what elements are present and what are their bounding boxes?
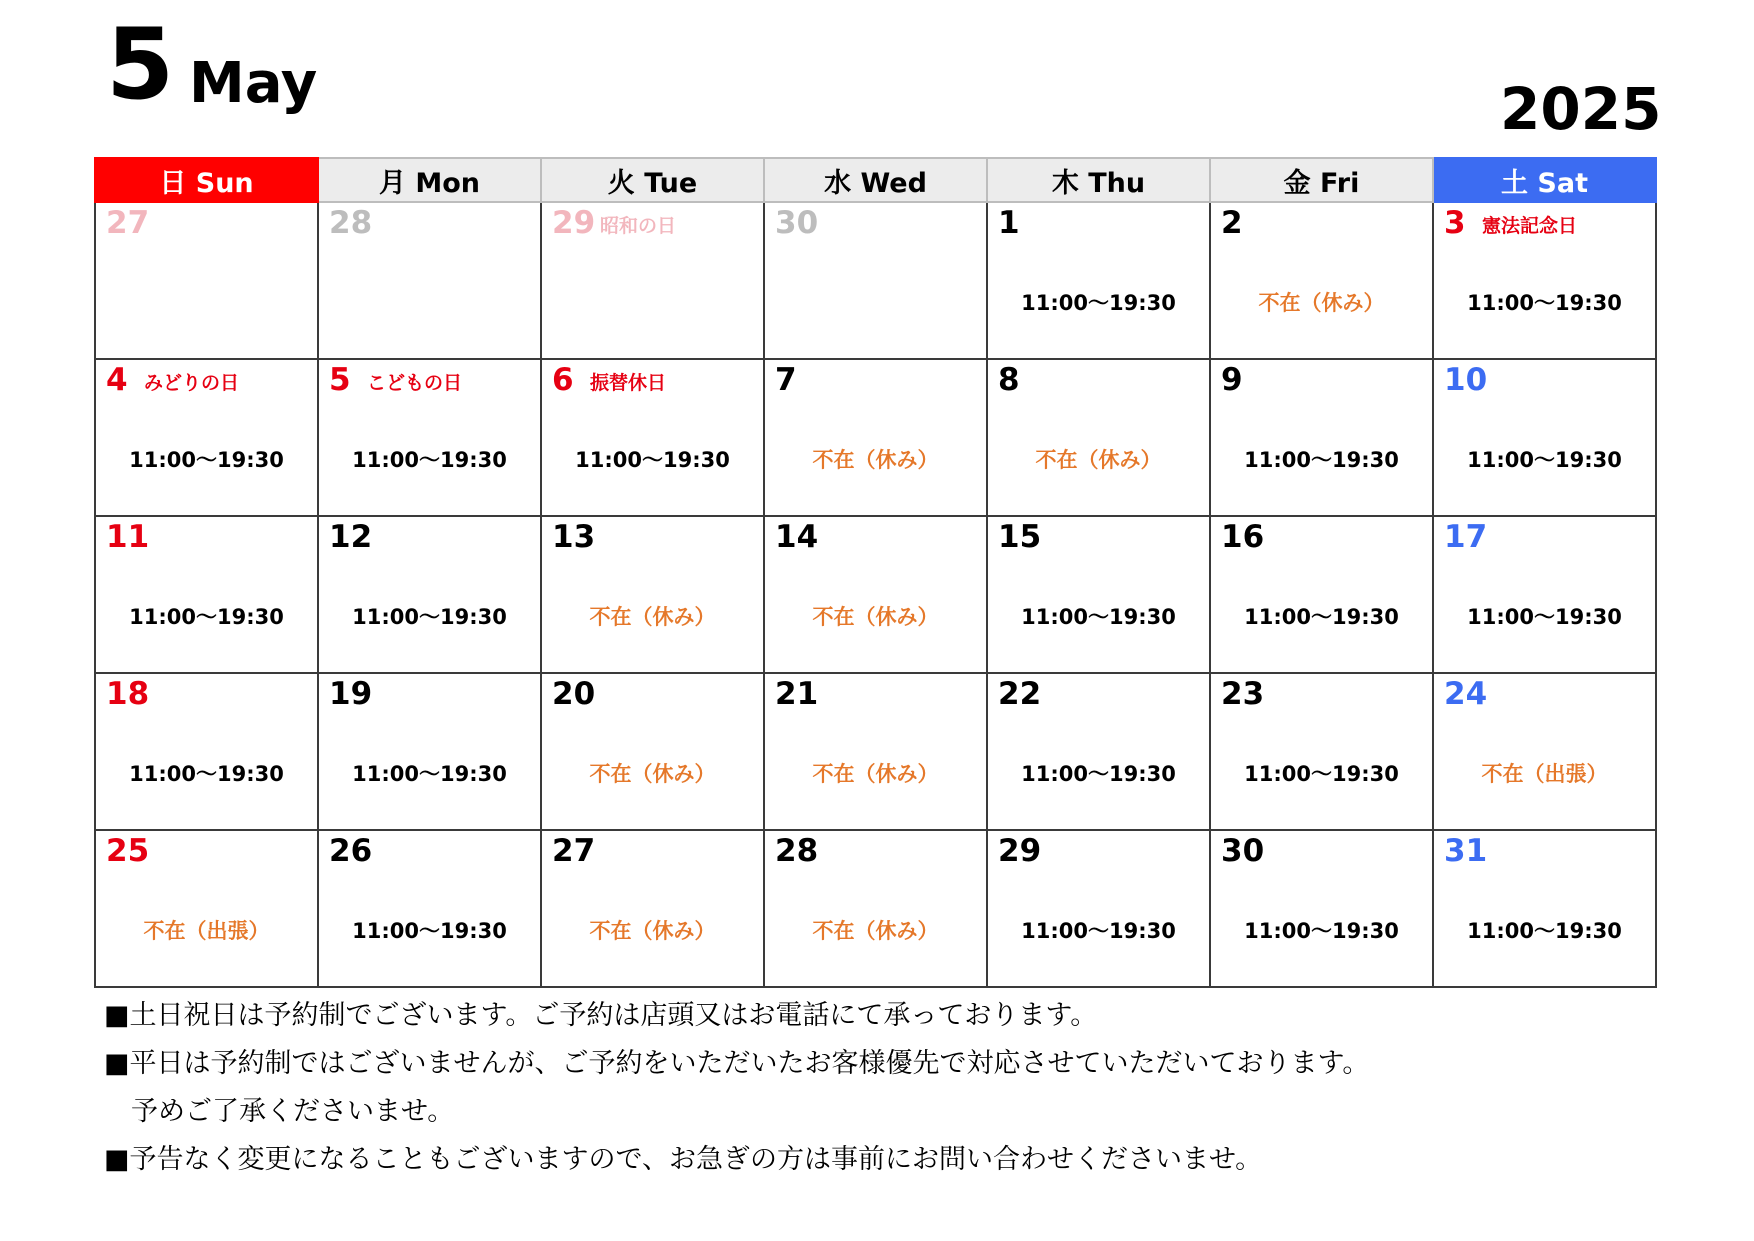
- day-cell: [1433, 673, 1656, 830]
- day-cell: [541, 516, 764, 673]
- weekday-header-sat: 土 Sat: [1433, 158, 1656, 202]
- holiday-label: 憲法記念日: [1482, 215, 1578, 237]
- business-hours: 11:00〜19:30: [1021, 919, 1176, 943]
- weekday-header-sun: 日 Sun: [95, 158, 318, 202]
- day-cell: [987, 673, 1210, 830]
- day-cell: [318, 673, 541, 830]
- day-cell: [95, 202, 318, 359]
- calendar-body: [95, 202, 1656, 987]
- day-number: 31: [1444, 833, 1488, 869]
- weekday-header-thu: 木 Thu: [987, 158, 1210, 202]
- month-number: 5: [106, 8, 175, 122]
- weekday-header-row: [95, 158, 1656, 202]
- day-number: 21: [775, 676, 819, 712]
- holiday-label: 昭和の日: [600, 215, 677, 237]
- day-cell: [541, 202, 764, 359]
- closed-status: 不在（休み）: [589, 605, 716, 629]
- closed-status: 不在（休み）: [812, 605, 939, 629]
- day-cell: [318, 830, 541, 987]
- day-number: 16: [1221, 519, 1265, 555]
- day-cell: [95, 830, 318, 987]
- day-number: 6: [552, 362, 574, 398]
- note-line: ■土日祝日は予約制でございます。ご予約は店頭又はお電話にて承っております。: [104, 1000, 1098, 1031]
- day-cell: [318, 202, 541, 359]
- day-cell: [95, 359, 318, 516]
- closed-status: 不在（休み）: [812, 919, 939, 943]
- day-cell: [95, 673, 318, 830]
- closed-status: 不在（出張）: [1481, 762, 1608, 786]
- day-number: 7: [775, 362, 797, 398]
- day-cell: [541, 359, 764, 516]
- week-row: [95, 830, 1656, 987]
- day-cell: [95, 516, 318, 673]
- business-hours: 11:00〜19:30: [1244, 919, 1399, 943]
- business-hours: 11:00〜19:30: [352, 762, 507, 786]
- day-number: 18: [106, 676, 150, 712]
- day-cell: [541, 830, 764, 987]
- weekday-header-tue: 火 Tue: [541, 158, 764, 202]
- holiday-label: 振替休日: [590, 372, 667, 394]
- day-cell: [764, 202, 987, 359]
- day-number: 10: [1444, 362, 1488, 398]
- weekday-header-fri: 金 Fri: [1210, 158, 1433, 202]
- day-number: 27: [552, 833, 596, 869]
- day-number: 27: [106, 205, 150, 241]
- business-hours: 11:00〜19:30: [352, 919, 507, 943]
- day-number: 13: [552, 519, 596, 555]
- business-hours: 11:00〜19:30: [129, 605, 284, 629]
- business-hours: 11:00〜19:30: [1467, 291, 1622, 315]
- day-cell: [1433, 359, 1656, 516]
- notes: [104, 992, 1369, 1184]
- day-number: 19: [329, 676, 373, 712]
- day-cell: [1210, 830, 1433, 987]
- month-name: May: [189, 51, 318, 116]
- day-number: 29: [998, 833, 1042, 869]
- note-line: 予めご了承くださいませ。: [131, 1096, 455, 1127]
- day-cell: [1433, 516, 1656, 673]
- note-line: ■平日は予約制ではございませんが、ご予約をいただいたお客様優先で対応させていただいております。: [104, 1048, 1370, 1079]
- day-number: 24: [1444, 676, 1488, 712]
- day-cell: [987, 516, 1210, 673]
- business-hours: 11:00〜19:30: [1244, 605, 1399, 629]
- day-number: 23: [1221, 676, 1265, 712]
- day-number: 29: [552, 205, 596, 241]
- closed-status: 不在（出張）: [143, 919, 270, 943]
- day-cell: [1210, 359, 1433, 516]
- business-hours: 11:00〜19:30: [1467, 448, 1622, 472]
- day-number: 9: [1221, 362, 1243, 398]
- day-number: 2: [1221, 205, 1243, 241]
- closed-status: 不在（休み）: [1035, 448, 1162, 472]
- closed-status: 不在（休み）: [812, 448, 939, 472]
- day-number: 30: [775, 205, 819, 241]
- business-hours: 11:00〜19:30: [1244, 762, 1399, 786]
- business-hours: 11:00〜19:30: [1021, 762, 1176, 786]
- day-cell: [987, 202, 1210, 359]
- closed-status: 不在（休み）: [589, 919, 716, 943]
- day-cell: [541, 673, 764, 830]
- business-hours: 11:00〜19:30: [1021, 605, 1176, 629]
- day-cell: [1210, 516, 1433, 673]
- day-cell: [987, 359, 1210, 516]
- day-cell: [1433, 830, 1656, 987]
- day-number: 28: [329, 205, 373, 241]
- day-cell: [764, 516, 987, 673]
- day-number: 4: [106, 362, 128, 398]
- business-hours: 11:00〜19:30: [129, 762, 284, 786]
- day-cell: [318, 359, 541, 516]
- day-number: 15: [998, 519, 1042, 555]
- business-hours: 11:00〜19:30: [575, 448, 730, 472]
- day-cell: [318, 516, 541, 673]
- calendar-grid: [94, 157, 1657, 988]
- closed-status: 不在（休み）: [1258, 291, 1385, 315]
- day-number: 22: [998, 676, 1042, 712]
- weekday-header-wed: 水 Wed: [764, 158, 987, 202]
- day-number: 30: [1221, 833, 1265, 869]
- day-cell: [987, 830, 1210, 987]
- day-number: 20: [552, 676, 596, 712]
- day-number: 17: [1444, 519, 1488, 555]
- business-hours: 11:00〜19:30: [1467, 919, 1622, 943]
- day-number: 11: [106, 519, 150, 555]
- week-row: [95, 673, 1656, 830]
- business-hours: 11:00〜19:30: [352, 605, 507, 629]
- day-number: 1: [998, 205, 1020, 241]
- day-number: 3: [1444, 205, 1466, 241]
- closed-status: 不在（休み）: [589, 762, 716, 786]
- holiday-label: みどりの日: [144, 372, 240, 394]
- day-cell: [764, 830, 987, 987]
- day-number: 5: [329, 362, 351, 398]
- week-row: [95, 359, 1656, 516]
- business-hours: 11:00〜19:30: [352, 448, 507, 472]
- business-hours: 11:00〜19:30: [1467, 605, 1622, 629]
- week-row: [95, 202, 1656, 359]
- day-cell: [1210, 202, 1433, 359]
- closed-status: 不在（休み）: [812, 762, 939, 786]
- weekday-header-mon: 月 Mon: [318, 158, 541, 202]
- day-number: 25: [106, 833, 150, 869]
- day-cell: [764, 673, 987, 830]
- day-cell: [1210, 673, 1433, 830]
- business-hours: 11:00〜19:30: [1244, 448, 1399, 472]
- day-cell: [1433, 202, 1656, 359]
- day-number: 28: [775, 833, 819, 869]
- week-row: [95, 516, 1656, 673]
- note-line: ■予告なく変更になることもございますので、お急ぎの方は事前にお問い合わせくださいませ。: [104, 1144, 1263, 1175]
- holiday-label: こどもの日: [367, 372, 463, 394]
- business-hours: 11:00〜19:30: [1021, 291, 1176, 315]
- day-number: 14: [775, 519, 819, 555]
- day-number: 12: [329, 519, 373, 555]
- year: 2025: [1500, 75, 1662, 143]
- day-number: 8: [998, 362, 1020, 398]
- day-number: 26: [329, 833, 373, 869]
- day-cell: [764, 359, 987, 516]
- business-hours: 11:00〜19:30: [129, 448, 284, 472]
